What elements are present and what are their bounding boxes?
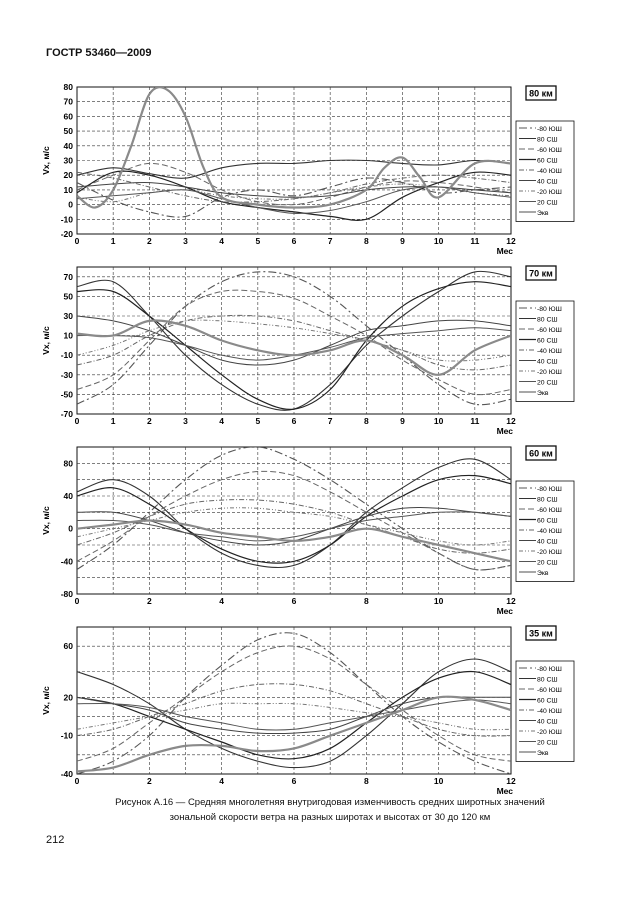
legend-entry: -60 ЮШ (537, 146, 562, 154)
x-tick-label: 8 (363, 776, 369, 786)
page-number: 212 (46, 834, 65, 846)
x-axis-label: Мес (496, 426, 513, 436)
x-tick-label: 12 (506, 236, 516, 246)
x-axis-label: Мес (496, 246, 513, 256)
legend-entry: 20 СШ (537, 559, 558, 567)
chart-panel-70km (0, 255, 630, 435)
legend-entry: 60 СШ (537, 517, 558, 525)
chart-panel-60km (0, 435, 630, 615)
x-tick-label: 8 (363, 416, 369, 426)
x-tick-label: 4 (219, 596, 225, 606)
y-tick-label: -10 (60, 214, 73, 225)
x-tick-label: 7 (327, 236, 333, 246)
x-tick-label: 2 (146, 596, 152, 606)
y-tick-label: -10 (60, 350, 73, 361)
x-tick-label: 3 (183, 416, 188, 426)
y-tick-label: -40 (60, 556, 73, 567)
legend-entry: -80 ЮШ (537, 305, 562, 313)
legend-entry: -80 ЮШ (537, 665, 562, 673)
legend-entry: 60 СШ (537, 697, 558, 705)
x-tick-label: 10 (433, 776, 444, 786)
x-axis-label: Мес (496, 786, 513, 796)
y-tick-label: -40 (60, 769, 73, 779)
altitude-label: 80 км (529, 88, 553, 99)
altitude-label: 35 км (529, 628, 553, 639)
legend-entry: -60 ЮШ (537, 326, 562, 334)
x-tick-label: 4 (219, 776, 225, 786)
legend-entry: 80 СШ (537, 316, 558, 324)
x-tick-label: 9 (400, 236, 405, 246)
y-tick-label: 80 (63, 458, 73, 469)
y-tick-label: 40 (63, 491, 73, 501)
y-tick-label: 10 (63, 330, 73, 341)
legend-entry: -80 ЮШ (537, 485, 562, 493)
y-tick-label: 60 (63, 111, 73, 122)
legend-entry: -40 ЮШ (537, 707, 562, 715)
legend-entry: Экв (537, 749, 549, 757)
x-tick-label: 12 (506, 416, 516, 426)
legend-entry: 80 СШ (537, 496, 558, 504)
y-tick-label: -80 (60, 589, 73, 599)
y-axis-label: Vx, м/с (41, 146, 51, 175)
x-tick-label: 11 (470, 416, 480, 426)
chart-panel-80km (0, 75, 630, 255)
y-tick-label: 60 (63, 641, 73, 652)
legend-entry: -40 ЮШ (537, 167, 562, 175)
x-tick-label: 10 (433, 236, 444, 246)
y-tick-label: 0 (68, 523, 73, 534)
legend-entry: 60 СШ (537, 157, 558, 165)
x-tick-label: 2 (146, 776, 152, 786)
y-tick-label: -20 (60, 229, 73, 239)
legend-entry: -20 ЮШ (537, 188, 562, 196)
legend-entry: 20 СШ (537, 739, 558, 747)
x-tick-label: 10 (433, 416, 444, 426)
y-axis-label: Vx, м/с (41, 686, 51, 715)
x-tick-label: 4 (219, 416, 225, 426)
x-tick-label: 0 (74, 596, 80, 606)
y-tick-label: -70 (60, 409, 73, 419)
x-tick-label: 4 (219, 236, 225, 246)
legend-entry: -60 ЮШ (537, 506, 562, 514)
y-tick-label: 40 (63, 140, 73, 151)
y-axis-label: Vx, м/с (41, 326, 51, 355)
x-tick-label: 6 (291, 416, 297, 426)
x-tick-label: 5 (255, 416, 261, 426)
x-tick-label: 8 (363, 596, 369, 606)
x-tick-label: 7 (327, 416, 333, 426)
x-tick-label: 9 (400, 416, 405, 426)
legend-entry: 40 СШ (537, 178, 558, 186)
legend-entry: Экв (537, 569, 549, 577)
legend-entry: 40 СШ (537, 718, 558, 726)
x-tick-label: 2 (146, 416, 152, 426)
legend-entry: 80 СШ (537, 676, 558, 684)
y-tick-label: 30 (63, 155, 73, 166)
x-tick-label: 1 (110, 236, 116, 246)
x-tick-label: 12 (506, 776, 516, 786)
legend-entry: 80 СШ (537, 136, 558, 144)
x-axis-label: Мес (496, 606, 513, 616)
x-tick-label: 6 (291, 596, 297, 606)
x-tick-label: 11 (470, 236, 480, 246)
altitude-label: 70 км (529, 268, 553, 279)
document-header: ГОСТР 53460—2009 (46, 47, 152, 59)
x-tick-label: 5 (255, 236, 261, 246)
x-tick-label: 10 (433, 596, 444, 606)
y-tick-label: 70 (63, 271, 73, 282)
x-tick-label: 12 (506, 596, 516, 606)
x-tick-label: 1 (110, 416, 116, 426)
y-tick-label: 10 (63, 184, 73, 195)
y-tick-label: 50 (63, 126, 73, 137)
x-tick-label: 3 (183, 236, 188, 246)
chart-panel-35km (0, 615, 630, 795)
x-tick-label: 8 (363, 236, 369, 246)
y-tick-label: -30 (60, 369, 73, 380)
y-axis-label: Vx, м/с (41, 506, 51, 535)
legend-entry: 20 СШ (537, 379, 558, 387)
caption-line-2: зональной скорости ветра на разных широтах и высотах от 30 до 120 км (169, 812, 491, 823)
altitude-label: 60 км (529, 448, 553, 459)
figure-caption (60, 795, 600, 825)
y-tick-label: 80 (63, 82, 73, 92)
y-tick-label: 30 (63, 311, 73, 321)
y-tick-label: 20 (63, 170, 73, 181)
x-tick-label: 0 (74, 776, 80, 786)
x-tick-label: 0 (74, 416, 80, 426)
y-tick-label: -50 (60, 389, 73, 400)
x-tick-label: 0 (74, 236, 80, 246)
legend-entry: -20 ЮШ (537, 368, 562, 376)
x-tick-label: 6 (291, 236, 297, 246)
y-tick-label: 20 (63, 692, 73, 703)
legend-entry: -40 ЮШ (537, 527, 562, 535)
y-tick-label: 0 (68, 199, 73, 210)
legend-entry: -60 ЮШ (537, 686, 562, 694)
x-tick-label: 2 (146, 236, 152, 246)
legend-entry: -20 ЮШ (537, 548, 562, 556)
y-tick-label: 70 (63, 96, 73, 107)
legend-entry: -20 ЮШ (537, 728, 562, 736)
legend-entry: 60 СШ (537, 337, 558, 345)
x-tick-label: 6 (291, 776, 297, 786)
legend-entry: Экв (537, 389, 549, 397)
legend-entry: 20 СШ (537, 199, 558, 207)
y-tick-label: 50 (63, 291, 73, 302)
legend-entry: -80 ЮШ (537, 125, 562, 133)
legend-entry: 40 СШ (537, 358, 558, 366)
caption-line-1: Рисунок А.16 — Средняя многолетняя внутригодовая изменчивость средних широтных значений (115, 797, 545, 808)
legend-entry: 40 СШ (537, 538, 558, 546)
legend-entry: -40 ЮШ (537, 347, 562, 355)
legend-entry: Экв (537, 209, 549, 217)
y-tick-label: -10 (60, 730, 73, 741)
